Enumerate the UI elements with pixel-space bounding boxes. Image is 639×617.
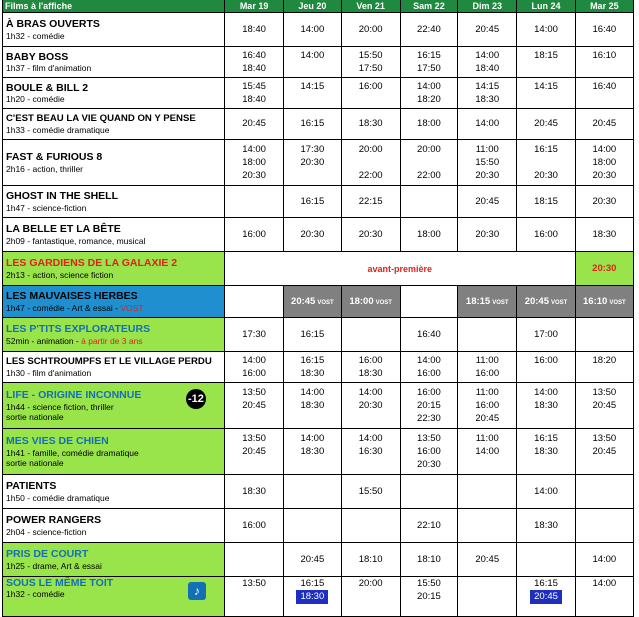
showtime-cell-vost: 16:10 VOST (575, 286, 633, 318)
film-cell[interactable] (3, 318, 225, 352)
showtime-cell: 18:15 (517, 47, 575, 78)
showtime-cell (224, 286, 283, 318)
showtime-cell: 14:00 18:30 (517, 383, 575, 429)
film-title: BABY BOSS (6, 50, 69, 63)
showtime-cell: 14:00 16:00 (224, 352, 283, 383)
showtime-cell: 16:15 20:45 (517, 577, 575, 617)
showtime-cell-vost: 20:45 VOST (284, 286, 341, 318)
film-title: LES SCHTROUMPFS ET LE VILLAGE PERDU (6, 356, 212, 368)
film-release-note: sortie nationale (6, 457, 64, 468)
showtime-cell: 14:00 20:30 (341, 383, 400, 429)
film-desc: 1h37 - film d'animation (6, 63, 92, 74)
showtime-cell: 16:00 (224, 218, 283, 252)
showtime-cell (400, 286, 457, 318)
film-row (3, 109, 634, 140)
showtime-cell: 18:30 (341, 109, 400, 140)
showtime-cell: 18:30 (224, 475, 283, 509)
showtime-cell: 17:00 (517, 318, 575, 352)
showtime-cell: 18:00 (400, 109, 457, 140)
showtime-cell-vost: 20:45 VOST (517, 286, 575, 318)
showtime-cell (341, 318, 400, 352)
showtime-cell: 16:00 (341, 78, 400, 109)
film-cell[interactable] (3, 13, 225, 47)
film-cell[interactable] (3, 140, 225, 186)
films-header: Films à l'affiche (3, 0, 225, 13)
film-cell[interactable] (3, 475, 225, 509)
showtime-cell: 16:00 (517, 352, 575, 383)
film-title: GHOST IN THE SHELL (6, 190, 119, 203)
film-row (3, 475, 634, 509)
day-header: Mar 19 (224, 0, 283, 13)
film-row (3, 186, 634, 218)
film-release-note: sortie nationale (6, 411, 64, 422)
showtime-cell: 16:15 17:50 (400, 47, 457, 78)
film-desc: 1h20 - comédie (6, 94, 65, 105)
showtime-cell: 20:30 (458, 218, 517, 252)
film-row (3, 13, 634, 47)
showtime-cell (224, 186, 283, 218)
showtime-cell: 14:00 16:00 (400, 352, 457, 383)
showtime-cell: 15:45 18:40 (224, 78, 283, 109)
showtime-cell: 16:00 18:30 (341, 352, 400, 383)
showtime-cell: 20:30 (284, 218, 341, 252)
showtime-cell: 14:00 18:20 (400, 78, 457, 109)
showtime-cell: 14:00 18:30 (284, 429, 341, 475)
film-title: LES GARDIENS DE LA GALAXIE 2 (6, 257, 178, 270)
showtime-cell: 18:00 (400, 218, 457, 252)
film-desc: 1h47 - comédie - Art & essai - VOST (6, 302, 144, 313)
film-title: À BRAS OUVERTS (6, 18, 100, 31)
film-desc: 1h30 - film d'animation (6, 367, 92, 378)
showtime-cell: 20:45 (458, 13, 517, 47)
showtime-cell: 14:00 18:00 20:30 (224, 140, 283, 186)
showtime-cell: 16:40 18:40 (224, 47, 283, 78)
showtime-cell: 13:50 16:00 20:30 (400, 429, 457, 475)
showtime-cell: 22:40 (400, 13, 457, 47)
header-row (3, 0, 634, 13)
showtime-cell: 18:30 (517, 509, 575, 543)
showtime-cell: 11:00 16:00 (458, 352, 517, 383)
film-row (3, 543, 634, 577)
film-desc: 1h32 - comédie (6, 589, 65, 600)
showtime-cell: 14:15 (517, 78, 575, 109)
film-cell[interactable] (3, 218, 225, 252)
film-title: C'EST BEAU LA VIE QUAND ON Y PENSE (6, 113, 196, 125)
showtime-cell: 13:50 20:45 (224, 383, 283, 429)
film-cell[interactable] (3, 109, 225, 140)
showtime-cell (517, 543, 575, 577)
day-header: Jeu 20 (284, 0, 341, 13)
film-cell[interactable] (3, 577, 225, 617)
showtime-cell (224, 543, 283, 577)
showtime-cell: 16:15 18:30 (284, 577, 341, 617)
showtime-cell: 20:45 (517, 109, 575, 140)
film-desc: 1h47 - science-fiction (6, 202, 87, 213)
showtime-cell (575, 475, 633, 509)
showtime-cell: 14:00 (517, 475, 575, 509)
film-cell[interactable] (3, 352, 225, 383)
day-header: Lun 24 (517, 0, 575, 13)
showtime-cell: 22:10 (400, 509, 457, 543)
day-header: Ven 21 (341, 0, 400, 13)
film-row (3, 383, 634, 429)
showtime-cell (458, 577, 517, 617)
showtime-cell: 16:15 18:30 (517, 429, 575, 475)
showtime-cell: 20:45 (224, 109, 283, 140)
showtime-cell: 14:00 18:00 20:30 (575, 140, 633, 186)
showtime-cell: 14:00 18:30 (284, 383, 341, 429)
film-row (3, 252, 634, 286)
day-header: Mar 25 (575, 0, 633, 13)
showtime-cell: 16:40 (575, 78, 633, 109)
age-rating-12-icon: -12 (186, 389, 206, 409)
film-desc: 1h50 - comédie dramatique (6, 492, 110, 503)
showtime-cell: 14:00 (517, 13, 575, 47)
film-desc: 1h44 - science fiction, thriller (6, 401, 114, 412)
showtime-cell (400, 475, 457, 509)
film-desc: 1h25 - drame, Art & essai (6, 560, 102, 571)
showtime-cell: 20:45 (458, 543, 517, 577)
showtime-cell (284, 475, 341, 509)
film-desc: 2h09 - fantastique, romance, musical (6, 235, 146, 246)
avant-premiere-label: avant-première (224, 252, 575, 286)
day-header: Sam 22 (400, 0, 457, 13)
film-row (3, 47, 634, 78)
showtime-cell: 16:15 (284, 318, 341, 352)
film-title: SOUS LE MÊME TOIT (6, 577, 114, 589)
showtime-cell: 20:45 (575, 109, 633, 140)
showtime-cell: 14:15 (284, 78, 341, 109)
film-row (3, 577, 634, 617)
showtime-cell: 13:50 20:45 (575, 383, 633, 429)
showtime-cell: 14:00 (575, 543, 633, 577)
showtime-cell: 16:10 (575, 47, 633, 78)
film-title: LES P'TITS EXPLORATEURS (6, 323, 151, 336)
showtime-cell: 16:00 (224, 509, 283, 543)
film-cell[interactable] (3, 429, 225, 475)
showtime-cell (575, 509, 633, 543)
film-cell[interactable] (3, 509, 225, 543)
showtime-cell (400, 186, 457, 218)
showtime-cell: 20:00 (341, 13, 400, 47)
showtime-cell: 20:00 (341, 577, 400, 617)
schedule-table (2, 0, 634, 617)
film-row (3, 429, 634, 475)
film-title: LA BELLE ET LA BÊTE (6, 223, 121, 236)
showtime-cell: 16:15 (284, 186, 341, 218)
showtime-cell (284, 509, 341, 543)
showtime-cell: 18:40 (224, 13, 283, 47)
showtime-cell: 17:30 20:30 (284, 140, 341, 186)
film-row (3, 78, 634, 109)
showtime-cell: 16:40 (575, 13, 633, 47)
showtime-cell: 20:45 (458, 186, 517, 218)
showtime-cell: 13:50 20:45 (224, 429, 283, 475)
film-title: PRIS DE COURT (6, 548, 89, 561)
film-desc: 1h33 - comédie dramatique (6, 124, 110, 135)
showtime-cell: 14:00 (575, 577, 633, 617)
showtime-cell: 18:10 (400, 543, 457, 577)
showtime-cell: 11:00 16:00 20:45 (458, 383, 517, 429)
showtime-cell: 16:15 20:30 (517, 140, 575, 186)
film-title: BOULE & BILL 2 (6, 81, 89, 94)
film-cell[interactable] (3, 47, 225, 78)
film-row (3, 318, 634, 352)
film-cell[interactable] (3, 383, 225, 429)
film-cell[interactable] (3, 286, 225, 318)
showtime-cell: 16:40 (400, 318, 457, 352)
showtime-cell: 20:30 (575, 252, 633, 286)
film-desc: 2h13 - action, science fiction (6, 269, 114, 280)
showtime-cell-vost: 18:00 VOST (341, 286, 400, 318)
showtime-cell: 18:30 (575, 218, 633, 252)
showtime-cell: 15:50 (341, 475, 400, 509)
showtime-cell: 14:15 18:30 (458, 78, 517, 109)
showtime-cell (575, 318, 633, 352)
showtime-cell: 16:15 (284, 109, 341, 140)
film-title: POWER RANGERS (6, 514, 102, 527)
showtime-cell: 14:00 16:30 (341, 429, 400, 475)
film-row (3, 286, 634, 318)
showtime-cell: 13:50 (224, 577, 283, 617)
showtime-cell: 16:00 (517, 218, 575, 252)
hearing-impaired-icon: ♪ (188, 582, 206, 600)
showtime-cell: 22:15 (341, 186, 400, 218)
showtime-cell (458, 318, 517, 352)
film-title: FAST & FURIOUS 8 (6, 151, 103, 164)
showtime-cell: 20:00 22:00 (341, 140, 400, 186)
film-desc: 2h16 - action, thriller (6, 163, 84, 174)
showtime-cell: 14:00 (458, 109, 517, 140)
film-row (3, 352, 634, 383)
film-cell[interactable] (3, 252, 225, 286)
film-desc: 52min - animation - à partir de 3 ans (6, 335, 143, 346)
film-row (3, 218, 634, 252)
film-cell[interactable] (3, 78, 225, 109)
day-header: Dim 23 (458, 0, 517, 13)
film-desc: 2h04 - science-fiction (6, 526, 87, 537)
showtime-cell: 18:10 (341, 543, 400, 577)
showtime-cell: 11:00 14:00 (458, 429, 517, 475)
film-cell[interactable] (3, 543, 225, 577)
showtime-cell: 16:15 18:30 (284, 352, 341, 383)
film-title: LES MAUVAISES HERBES (6, 290, 138, 303)
showtime-cell-vost: 18:15 VOST (458, 286, 517, 318)
showtime-cell (341, 509, 400, 543)
film-row (3, 140, 634, 186)
showtime-cell: 11:00 15:50 20:30 (458, 140, 517, 186)
showtime-cell: 14:00 18:40 (458, 47, 517, 78)
film-title: MES VIES DE CHIEN (6, 435, 109, 448)
showtime-cell: 16:00 20:15 22:30 (400, 383, 457, 429)
film-desc: 1h32 - comédie (6, 30, 65, 41)
showtime-cell: 20:30 (575, 186, 633, 218)
film-cell[interactable] (3, 186, 225, 218)
showtime-cell: 20:30 (341, 218, 400, 252)
showtime-cell: 17:30 (224, 318, 283, 352)
showtime-cell: 18:20 (575, 352, 633, 383)
showtime-cell: 18:15 (517, 186, 575, 218)
showtime-cell: 13:50 20:45 (575, 429, 633, 475)
showtime-cell: 20:00 22:00 (400, 140, 457, 186)
film-row (3, 509, 634, 543)
showtime-cell: 14:00 (284, 47, 341, 78)
film-desc: 1h41 - famille, comédie dramatique (6, 447, 139, 458)
showtime-cell: 20:45 (284, 543, 341, 577)
showtime-cell (458, 509, 517, 543)
showtime-cell: 14:00 (284, 13, 341, 47)
showtime-cell (458, 475, 517, 509)
showtime-cell: 15:50 20:15 (400, 577, 457, 617)
film-title: PATIENTS (6, 480, 57, 493)
film-title: LIFE - ORIGINE INCONNUE (6, 389, 142, 402)
showtime-cell: 15:50 17:50 (341, 47, 400, 78)
